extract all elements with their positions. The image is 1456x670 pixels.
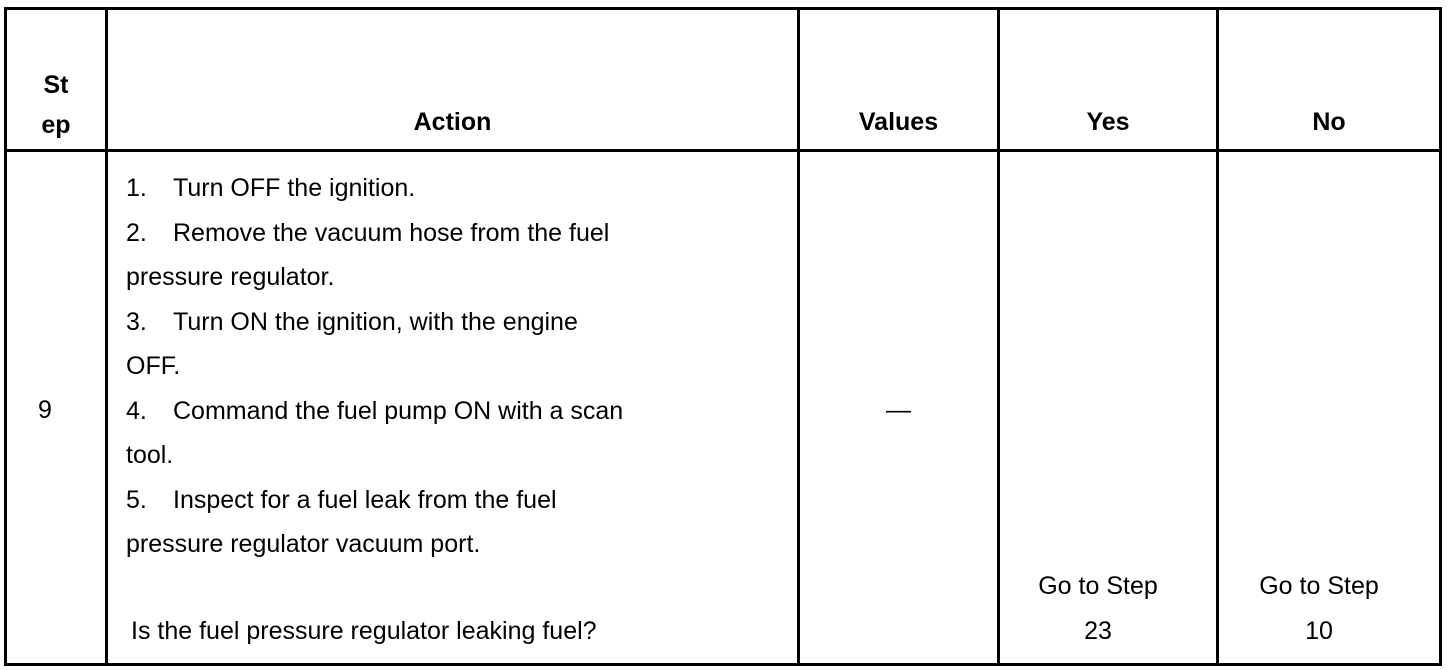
action-line [126,211,623,256]
action-line [126,522,623,567]
action-line-text: Inspect for a fuel leak from the fuel [173,485,557,514]
action-line [126,255,623,300]
no-cell [1219,564,1419,653]
action-line-number: 2. [126,218,147,247]
yes-goto-step: 23 [1084,616,1112,645]
table-border-top [4,7,1442,10]
action-line-text: Turn OFF the ignition. [173,174,416,202]
yes-goto-label: Go to Step [1038,572,1158,600]
action-line-text: Command the fuel pump ON with a scan [173,396,624,425]
action-line-number: 5. [126,485,147,514]
step-number: 9 [38,396,52,424]
header-divider [4,149,1442,152]
action-line-text: Remove the vacuum hose from the fuel [173,218,610,247]
action-line-text: tool. [126,441,174,469]
header-step [7,65,105,145]
action-line-number: 3. [126,307,147,336]
header-yes: Yes [1086,108,1130,136]
action-line [126,478,623,523]
action-line [126,389,623,434]
action-line [126,344,623,389]
header-action: Action [413,108,492,136]
action-line [126,300,623,345]
values-cell: — [886,396,911,424]
header-step-line1: St [43,71,69,99]
yes-cell [1000,564,1196,653]
table-border-bottom [4,663,1442,666]
action-question: Is the fuel pressure regulator leaking fuel? [131,617,597,645]
action-line-number: 4. [126,396,147,425]
action-line-text: pressure regulator. [126,263,335,291]
action-line-text: Turn ON the ignition, with the engine [173,307,578,336]
action-steps [126,166,623,567]
action-line-number: 1. [126,174,147,202]
header-no: No [1312,108,1346,136]
no-goto-label: Go to Step [1259,572,1379,600]
action-line [126,166,623,211]
action-line-text: OFF. [126,352,181,380]
header-step-line2: ep [41,111,71,139]
table-border-right [1439,7,1442,666]
no-goto-step: 10 [1305,616,1333,645]
header-values: Values [858,108,939,136]
diagnostic-table [4,7,1442,666]
action-line-text: pressure regulator vacuum port. [126,530,481,558]
action-line [126,433,623,478]
